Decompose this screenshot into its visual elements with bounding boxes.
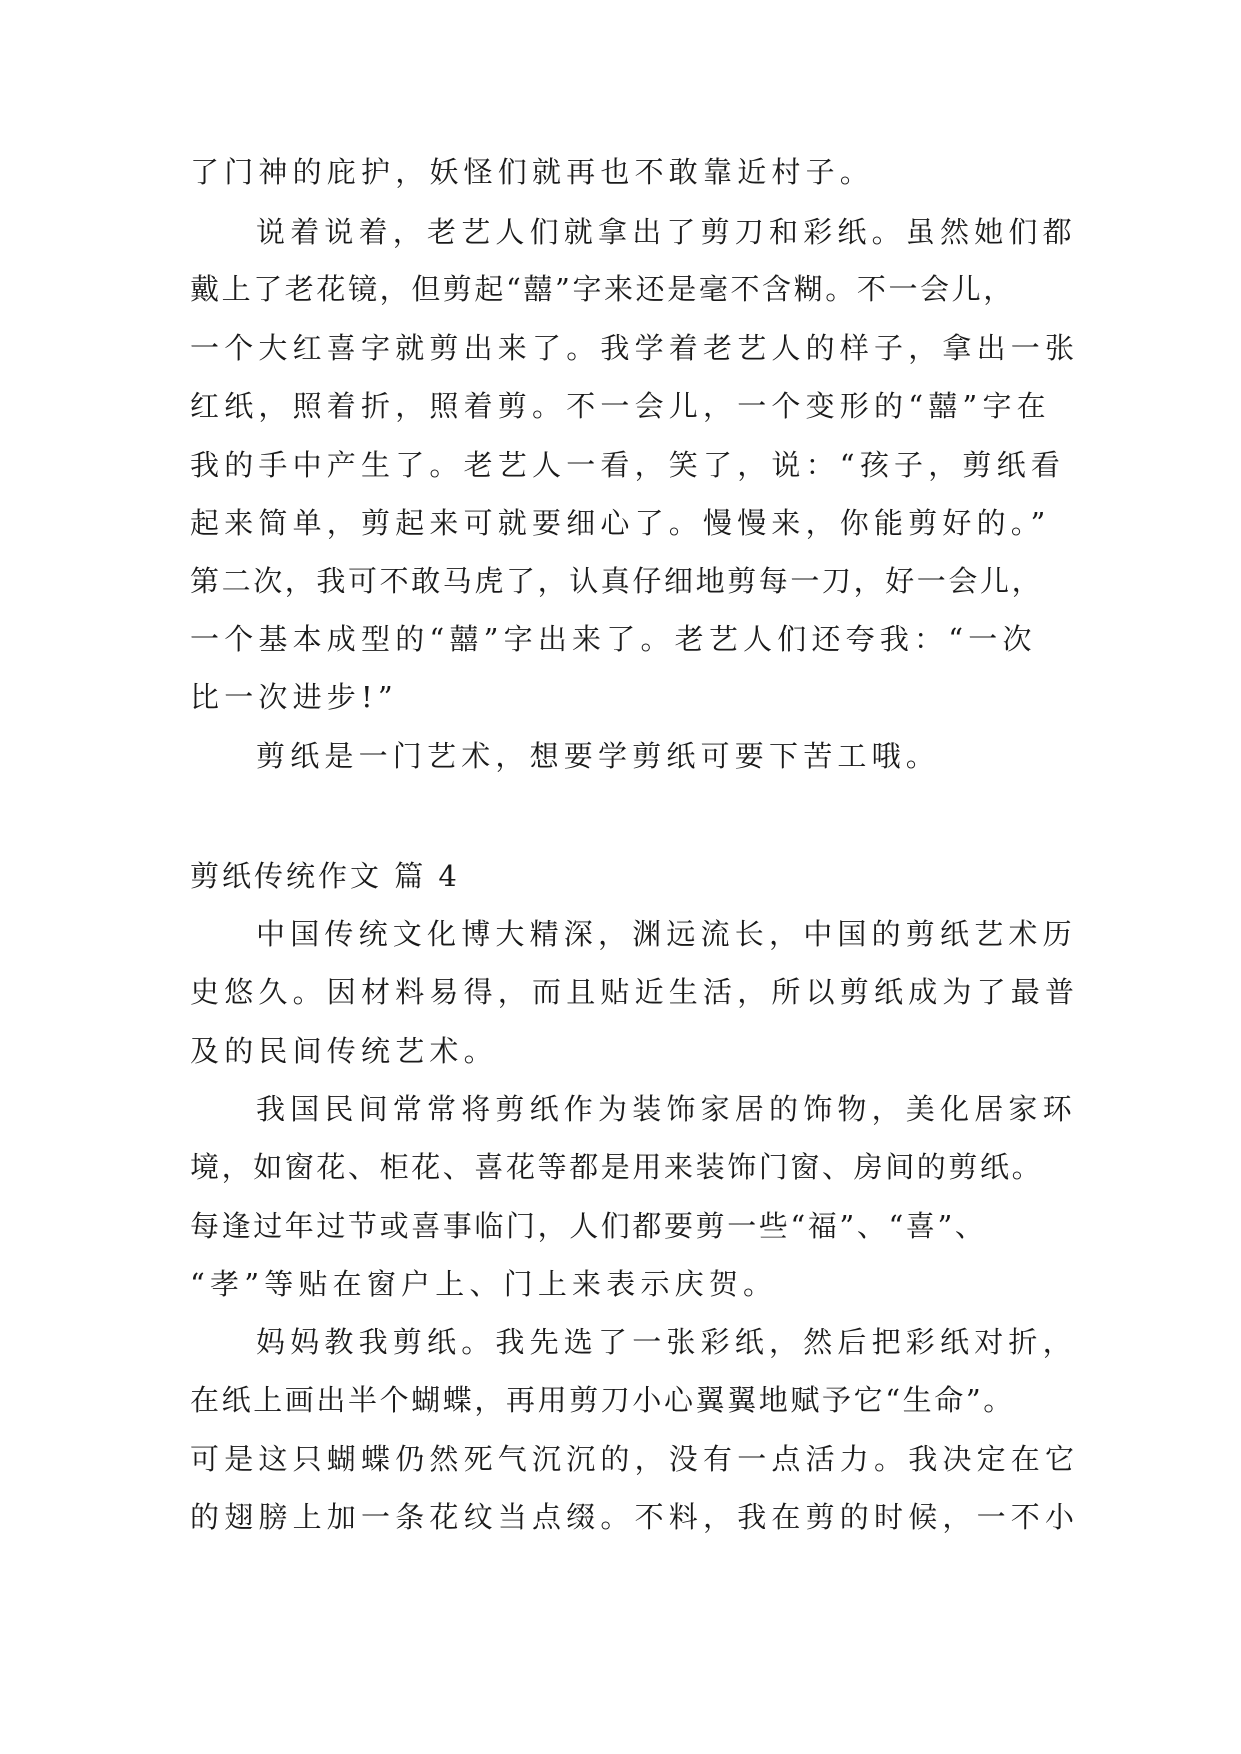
paragraph-line: 妈妈教我剪纸。我先选了一张彩纸，然后把彩纸对折，: [256, 1325, 1077, 1359]
section-heading: 剪纸传统作文 篇 4: [190, 859, 460, 893]
paragraph-line: 红纸，照着折，照着剪。不一会儿，一个变形的“囍”字在: [190, 389, 1051, 423]
paragraph-line: 可是这只蝴蝶仍然死气沉沉的，没有一点活力。我决定在它: [190, 1442, 1080, 1476]
paragraph-line: 说着说着，老艺人们就拿出了剪刀和彩纸。虽然她们都: [256, 215, 1077, 249]
paragraph-line: 在纸上画出半个蝴蝶，再用剪刀小心翼翼地赋予它“生命”。: [190, 1383, 1015, 1417]
paragraph-line: 我的手中产生了。老艺人一看，笑了，说：“孩子，剪纸看: [190, 448, 1066, 482]
paragraph-line: 了门神的庇护，妖怪们就再也不敢靠近村子。: [190, 155, 875, 189]
paragraph-line: 每逢过年过节或喜事临门，人们都要剪一些“福”、“喜”、: [190, 1209, 987, 1243]
paragraph-line: 起来简单，剪起来可就要细心了。慢慢来，你能剪好的。”: [190, 506, 1051, 540]
paragraph-line: 第二次，我可不敢马虎了，认真仔细地剪每一刀，好一会儿，: [190, 564, 1044, 598]
paragraph-line: “孝”等贴在窗户上、门上来表示庆贺。: [190, 1267, 778, 1301]
paragraph-line: 戴上了老花镜，但剪起“囍”字来还是毫不含糊。不一会儿，: [190, 272, 1015, 306]
paragraph-line: 中国传统文化博大精深，渊远流长，中国的剪纸艺术历: [256, 917, 1077, 951]
paragraph-line: 史悠久。因材料易得，而且贴近生活，所以剪纸成为了最普: [190, 975, 1080, 1009]
paragraph-line: 及的民间传统艺术。: [190, 1034, 498, 1068]
paragraph-line: 境，如窗花、柜花、喜花等都是用来装饰门窗、房间的剪纸。: [190, 1150, 1044, 1184]
paragraph-line: 一个基本成型的“囍”字出来了。老艺人们还夸我：“一次: [190, 622, 1037, 656]
paragraph-line: 比一次进步!”: [190, 680, 398, 714]
paragraph-line: 的翅膀上加一条花纹当点缀。不料，我在剪的时候，一不小: [190, 1500, 1080, 1534]
paragraph-line: 剪纸是一门艺术，想要学剪纸可要下苦工哦。: [256, 739, 941, 773]
paragraph-line: 我国民间常常将剪纸作为装饰家居的饰物，美化居家环: [256, 1092, 1077, 1126]
paragraph-line: 一个大红喜字就剪出来了。我学着老艺人的样子，拿出一张: [190, 331, 1080, 365]
